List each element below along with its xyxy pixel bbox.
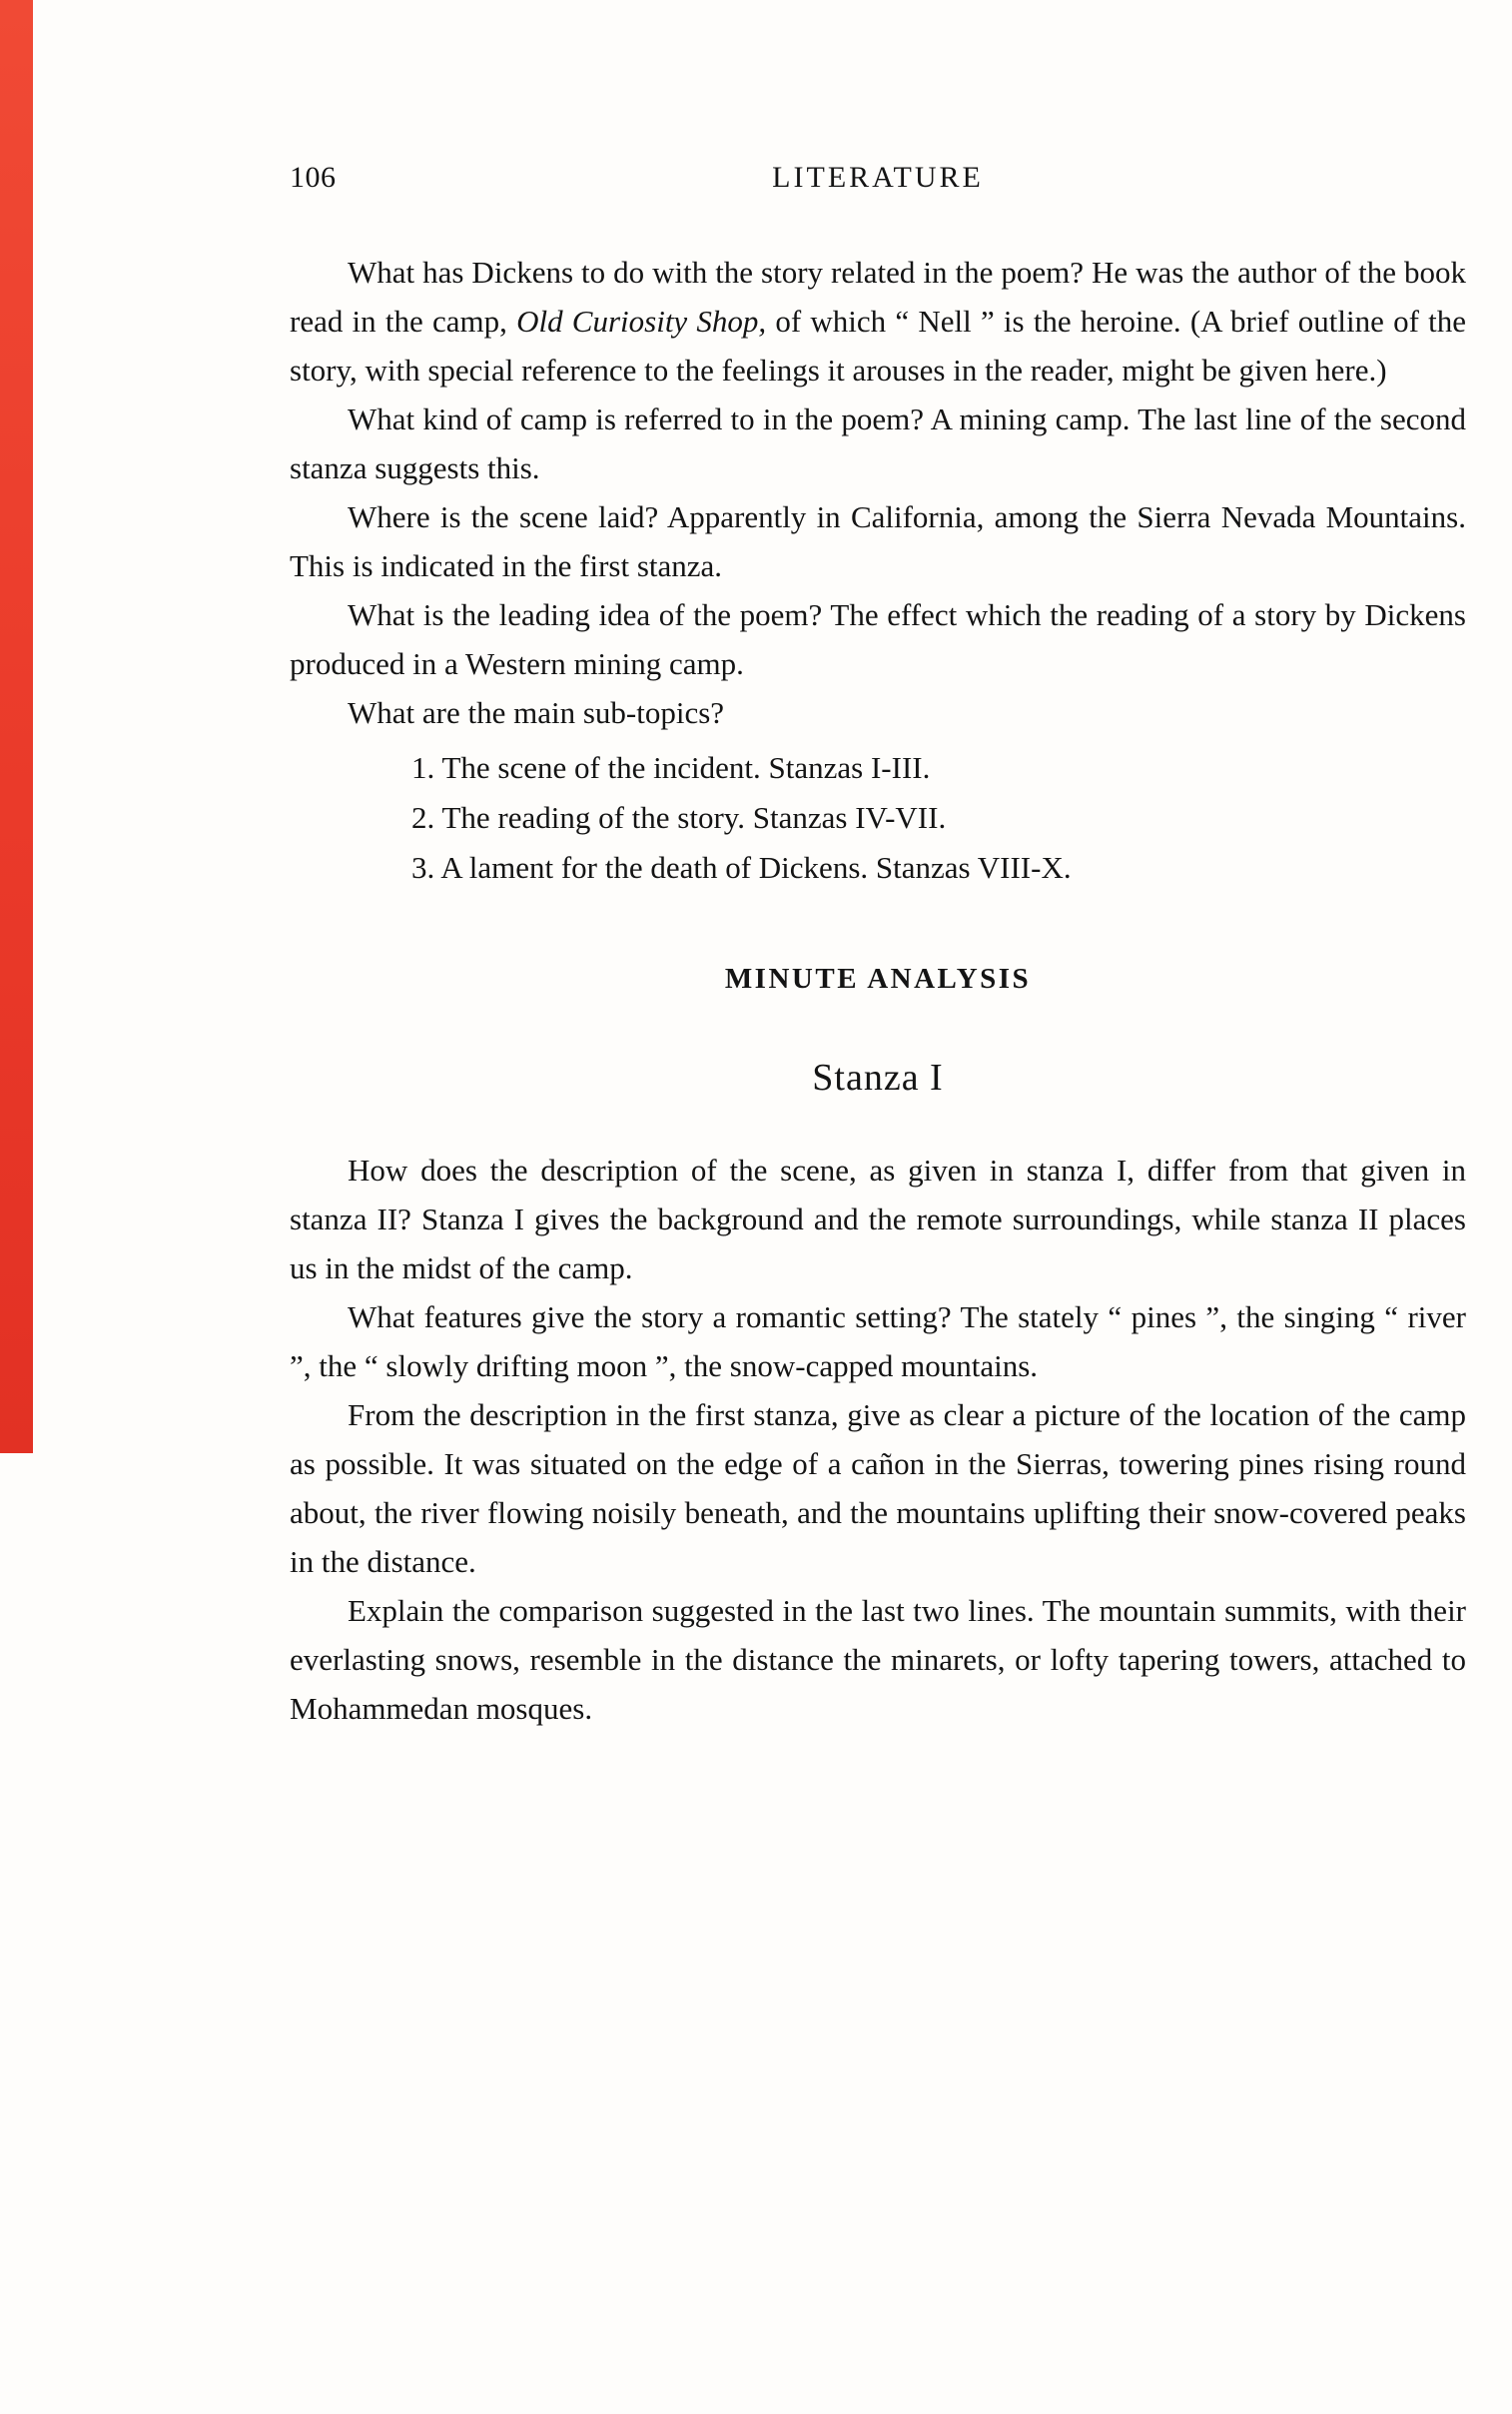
page-content bbox=[290, 0, 1466, 1733]
qa-paragraph-camp-kind: What kind of camp is referred to in the poem? A mining camp. The last line of the second stanza suggests this. bbox=[290, 402, 1466, 485]
book-title-old-curiosity-shop: Old Curiosity Shop, bbox=[516, 304, 767, 339]
analysis-paragraph-romantic-setting: What features give the story a romantic setting? The stately “ pines ”, the singing “ river ”, the “ slowly drifting moon ”, the snow-capped mountains. bbox=[290, 1299, 1466, 1383]
paragraph-text: of which “ Nell ” is the heroine. (A brief outline of the story, with special reference to the feelings it arouses in the reader, might be given here.) bbox=[290, 304, 1467, 388]
qa-paragraph-subtopics-question: What are the main sub-topics? bbox=[348, 695, 725, 730]
heading-stanza-i: Stanza I bbox=[812, 1057, 944, 1099]
red-margin-stripe bbox=[0, 0, 33, 1453]
qa-paragraph-scene-laid: Where is the scene laid? Apparently in California, among the Sierra Nevada Mountains. This is indicated in the first stanza. bbox=[290, 499, 1466, 583]
section-heading-minute-analysis: MINUTE ANALYSIS bbox=[724, 963, 1032, 995]
analysis-paragraph-comparison: Explain the comparison suggested in the last two lines. The mountain summits, with their everlasting snows, resemble in the distance the minarets, or lofty tapering towers, attached to Mohammedan mosques. bbox=[290, 1593, 1466, 1726]
qa-paragraph-leading-idea: What is the leading idea of the poem? The effect which the reading of a story by Dickens produced in a Western mining camp. bbox=[290, 597, 1466, 681]
page-number: 106 bbox=[290, 161, 337, 194]
analysis-paragraph-description-difference: How does the description of the scene, as given in stanza I, differ from that given in stanza II? Stanza I gives the background and the remote surroundings, while stanza II places us in the midst of the camp. bbox=[290, 1153, 1466, 1285]
subtopics-list bbox=[290, 743, 1466, 893]
subtopic-item: 3. A lament for the death of Dickens. Stanzas VIII-X. bbox=[411, 850, 1072, 885]
page-header bbox=[290, 160, 1466, 196]
running-title: LITERATURE bbox=[772, 161, 984, 194]
qa-paragraph-dickens bbox=[290, 248, 1466, 395]
subtopic-item: 1. The scene of the incident. Stanzas I-III. bbox=[411, 750, 931, 785]
subtopic-item: 2. The reading of the story. Stanzas IV-VII. bbox=[411, 800, 947, 835]
paragraph-text: What has Dickens to do with the story related in the poem? He was the author of the book read in the camp, bbox=[290, 255, 1466, 339]
analysis-paragraph-camp-location: From the description in the first stanza, give as clear a picture of the location of the camp as possible. It was situated on the edge of a cañon in the Sierras, towering pines rising round about, the river flowing noisily beneath, and the mountains uplifting their snow-covered peaks in the distance. bbox=[290, 1397, 1466, 1579]
